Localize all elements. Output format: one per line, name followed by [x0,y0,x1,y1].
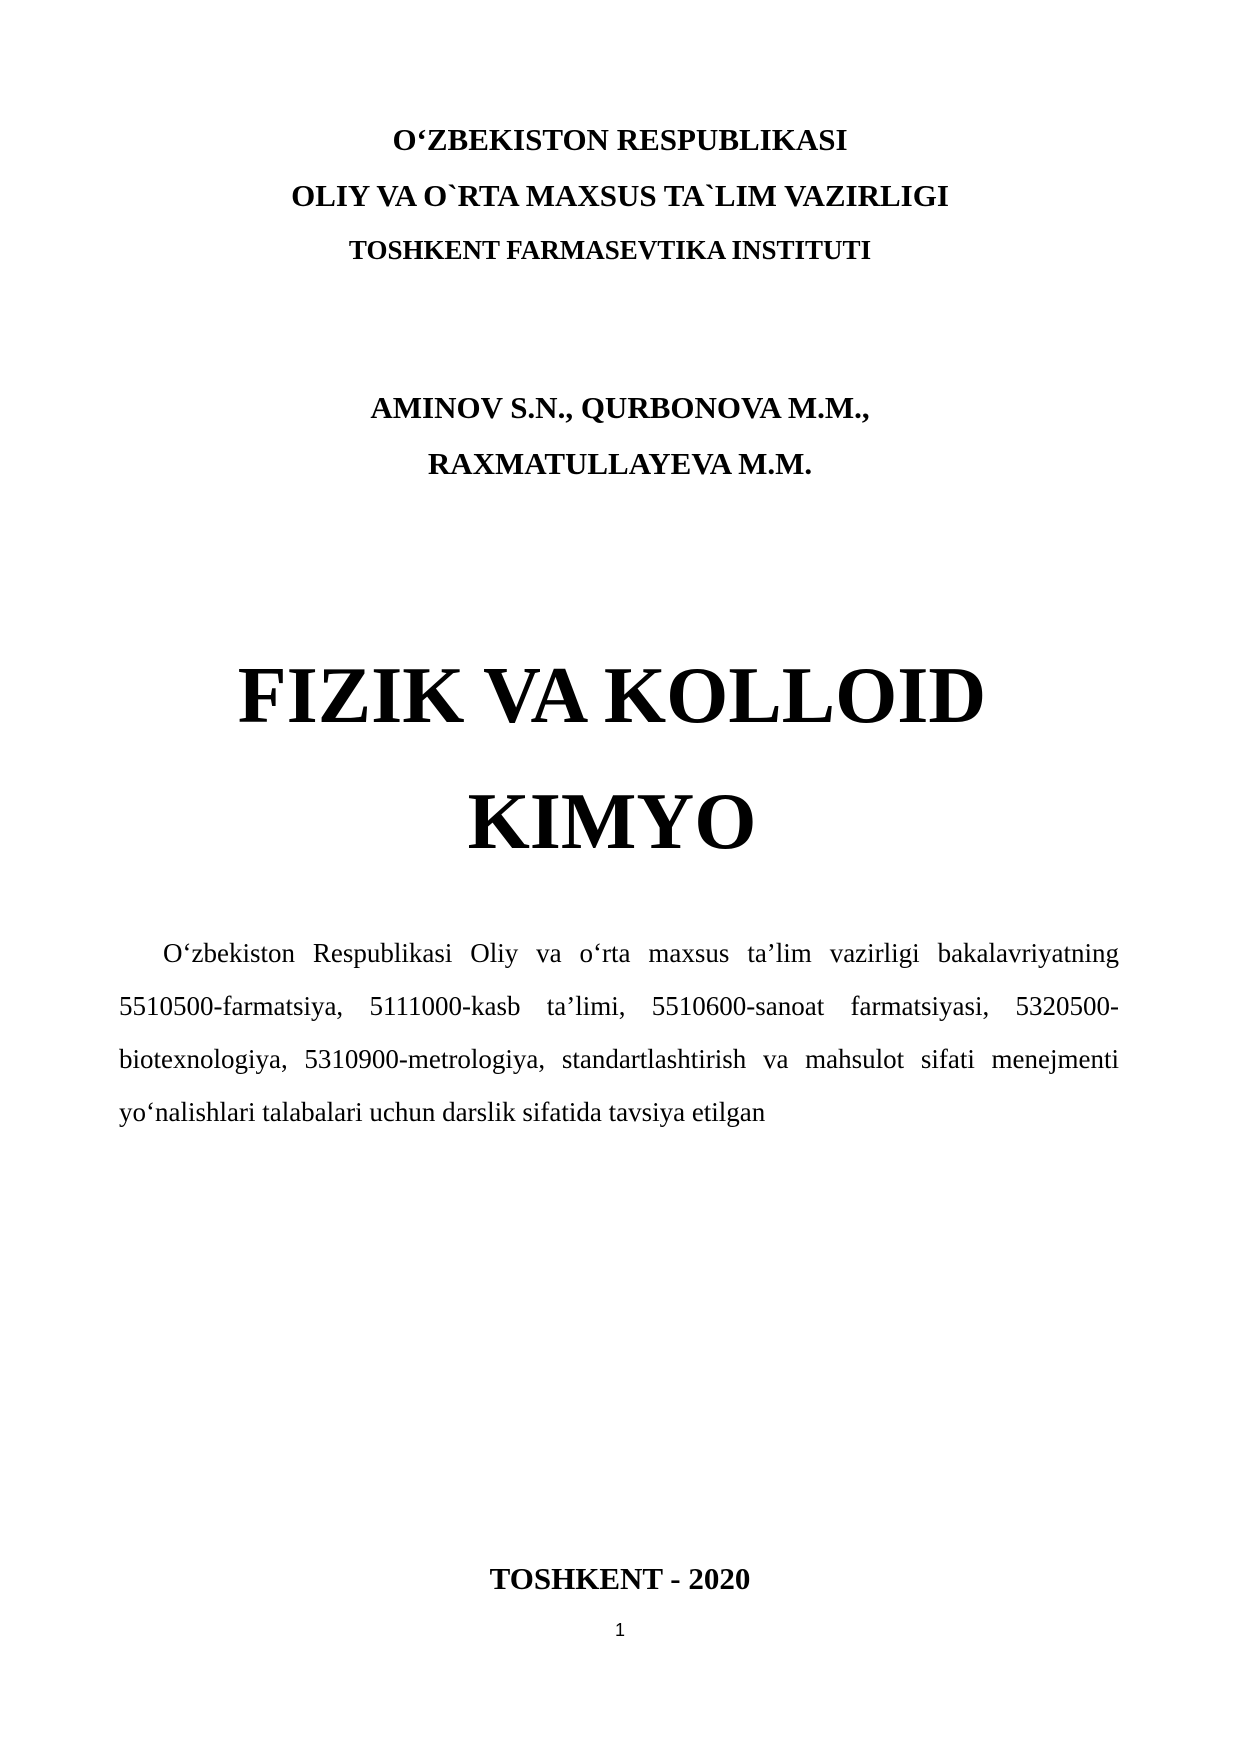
authors-line-2: RAXMATULLAYEVA M.M. [427,446,813,481]
authors-line-1: AMINOV S.N., QURBONOVA M.M., [370,390,870,425]
recommendation-paragraph: O‘zbekiston Respublikasi Oliy va o‘rta maxsus ta’lim vazirligi bakalavriyatning 5510500-farmatsiya, 5111000-kasb ta’limi, 5510600-sanoat farmatsiyasi, 5320500-biotexnologiya, 5310900-metrologiya, standartlashtirish va mahsulot sifati menejmenti yo‘nalishlari talabalari uchun darslik sifatida tavsiya etilgan [119,938,1119,1127]
book-title-line-2: KIMYO [467,778,757,866]
city-year: TOSHKENT - 2020 [489,1561,751,1596]
page-number: 1 [614,1620,625,1640]
republic-heading: O‘ZBEKISTON RESPUBLIKASI [392,122,848,157]
book-title-line-1: FIZIK VA KOLLOID [237,652,987,740]
ministry-heading: OLIY VA O`RTA MAXSUS TA`LIM VAZIRLIGI [291,178,949,213]
institute-heading: TOSHKENT FARMASEVTIKA INSTITUTI [348,235,872,265]
